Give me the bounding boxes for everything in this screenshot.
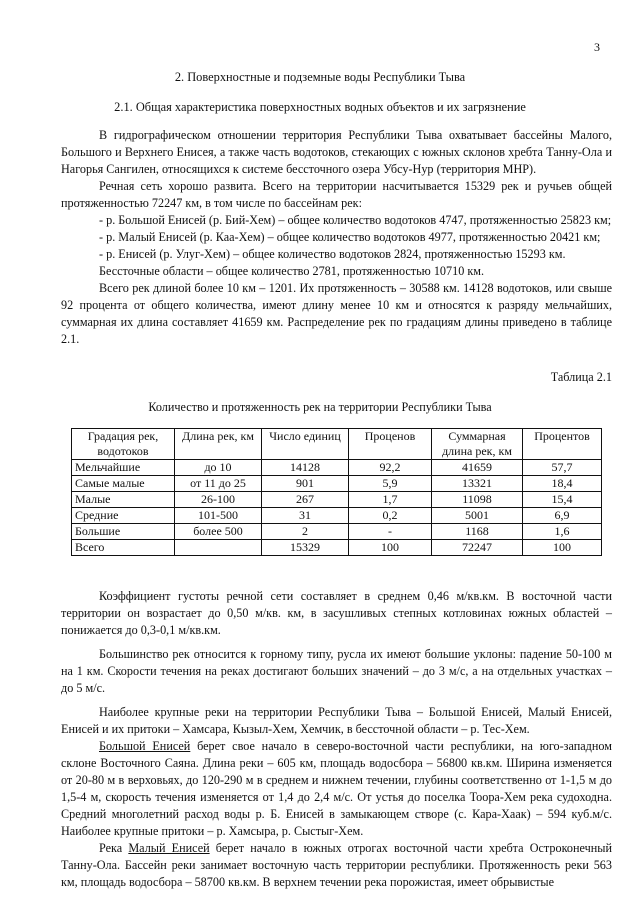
table-cell: 1,7 <box>349 492 432 508</box>
table-cell: 0,2 <box>349 508 432 524</box>
table-cell: до 10 <box>175 460 262 476</box>
table-cell: 100 <box>349 540 432 556</box>
table-row <box>72 508 602 524</box>
subsection-heading: 2.1. Общая характеристика поверхностных водных объектов и их загрязнение <box>114 100 526 114</box>
table-cell: 11098 <box>432 492 523 508</box>
column-header: Процентов <box>523 429 602 460</box>
table-cell: Большие <box>72 524 175 540</box>
table-cell: 57,7 <box>523 460 602 476</box>
column-header: Длина рек, км <box>175 429 262 460</box>
table-cell: 267 <box>262 492 349 508</box>
paragraph: Всего рек длиной более 10 км – 1201. Их протяженность – 30588 км. 14128 водотоков, или свыше 92 процента от общего количества, имеют длину менее 10 км и относятся к разряду мельчайших, суммарная их длина составляет 41659 км. Распределение рек по градациям длины приведено в таблице 2.1. <box>61 281 612 346</box>
table-row <box>72 476 602 492</box>
table-cell: 14128 <box>262 460 349 476</box>
rivers-table <box>71 428 602 556</box>
list-item: - р. Большой Енисей (р. Бий-Хем) – общее количество водотоков 4747, протяженностью 25823 км; <box>99 213 612 227</box>
paragraph-text: Река <box>99 841 129 855</box>
table-cell: 101-500 <box>175 508 262 524</box>
table-row <box>72 540 602 556</box>
table-cell: - <box>349 524 432 540</box>
table-row <box>72 492 602 508</box>
table-cell: 5001 <box>432 508 523 524</box>
list-item: - р. Енисей (р. Улуг-Хем) – общее количество водотоков 2824, протяженностью 15293 км. <box>99 247 566 261</box>
paragraph: В гидрографическом отношении территория Республики Тыва охватывает бассейны Малого, Большого и Верхнего Енисея, а также часть водотоков, стекающих с южных склонов хребта Танну-Ола и Нагорья Сангилен, относящихся к системе бессточного озера Убсу-Нур (территория МНР). <box>61 128 612 176</box>
table-cell: 26-100 <box>175 492 262 508</box>
intro-text <box>61 127 612 348</box>
table-cell: 1168 <box>432 524 523 540</box>
river-name-big-yenisei: Большой Енисей <box>99 739 191 753</box>
table-cell: 18,4 <box>523 476 602 492</box>
table-cell: 13321 <box>432 476 523 492</box>
paragraph-text: берет свое начало в северо-восточной части республики, на юго-западном склоне Восточного Саяна. Длина реки – 605 км, площадь водосбора – 56800 кв.км. Ширина изменяется от 20-80 м в верховьях, до 120-290 м в среднем и нижнем течении, глубины соответственно от 1-1,5 м до 1,5-4 м, скорость течения изменяется от 1,4 до 2,4 м/с. От устья до поселка Тоора-Хем река судоходна. Средний многолетний расход воды р. Б. Енисей в замыкающем створе (с. Кара-Хаак) – 594 куб.м/с. Наиболее крупные притоки – р. Хамсыра, р. Сыстыг-Хем. <box>61 739 612 838</box>
table-caption: Таблица 2.1 <box>550 370 612 384</box>
paragraph: Речная сеть хорошо развита. Всего на территории насчитывается 15329 рек и ручьев общей протяженностью 72247 км, в том числе по бассейнам рек: <box>61 179 612 210</box>
table-cell: Самые малые <box>72 476 175 492</box>
table-cell: 72247 <box>432 540 523 556</box>
paragraph: Наиболее крупные реки на территории Республики Тыва – Большой Енисей, Малый Енисей, Енисей и их притоки – Хамсара, Кызыл-Хем, Хемчик, в бессточной области – р. Тес-Хем. <box>61 705 612 736</box>
paragraph-text: берет начало в южных отрогах восточной части хребта Остроконечный Танну-Ола. Бассейн реки занимает восточную часть территории республики. Протяженность реки 563 км, площадь водосбора – 58700 кв.км. В верхнем течении река порожистая, имеет обрывистые <box>61 841 612 889</box>
table-title: Количество и протяженность рек на территории Республики Тыва <box>148 400 492 414</box>
column-header: Проценов <box>349 429 432 460</box>
paragraph: Большинство рек относится к горному типу, русла их имеют большие уклоны: падение 50-100 м на 1 км. Скорости течения на реках достигают больших значений – до 3 м/с, а на отдельных участках – до 5 м/с. <box>61 647 612 695</box>
paragraph <box>61 840 612 891</box>
table-cell: 15329 <box>262 540 349 556</box>
column-header: Суммарная длина рек, км <box>432 429 523 460</box>
table-cell <box>175 540 262 556</box>
paragraph <box>61 738 612 840</box>
table-cell: 15,4 <box>523 492 602 508</box>
table-cell: Средние <box>72 508 175 524</box>
paragraph: Коэффициент густоты речной сети составляет в среднем 0,46 м/кв.км. В восточной части территории он возрастает до 0,50 м/кв. км, в засушливых степных котловинах южных областей – понижается до 0,3-0,1 м/кв.км. <box>61 589 612 637</box>
column-header: Число единиц <box>262 429 349 460</box>
table-cell: 5,9 <box>349 476 432 492</box>
table-cell: 901 <box>262 476 349 492</box>
river-name-small-yenisei: Малый Енисей <box>128 841 210 855</box>
table-cell: 1,6 <box>523 524 602 540</box>
page-number: 3 <box>594 40 600 54</box>
table-cell: 41659 <box>432 460 523 476</box>
column-header: Градация рек, водотоков <box>72 429 175 460</box>
table-row <box>72 524 602 540</box>
section-heading: 2. Поверхностные и подземные воды Республики Тыва <box>174 70 466 84</box>
paragraph: Бессточные области – общее количество 2781, протяженностью 10710 км. <box>99 264 485 278</box>
table-cell: Малые <box>72 492 175 508</box>
table-row <box>72 460 602 476</box>
table-header-row <box>72 429 602 460</box>
table-cell: более 500 <box>175 524 262 540</box>
table-cell: 6,9 <box>523 508 602 524</box>
table-cell: 31 <box>262 508 349 524</box>
table-cell: Всего <box>72 540 175 556</box>
table-cell: 100 <box>523 540 602 556</box>
list-item: - р. Малый Енисей (р. Каа-Хем) – общее количество водотоков 4977, протяженностью 20421 км; <box>99 230 601 244</box>
table-cell: Мельчайшие <box>72 460 175 476</box>
table-cell: 92,2 <box>349 460 432 476</box>
table-cell: 2 <box>262 524 349 540</box>
river-description-text <box>61 588 612 891</box>
table-cell: от 11 до 25 <box>175 476 262 492</box>
